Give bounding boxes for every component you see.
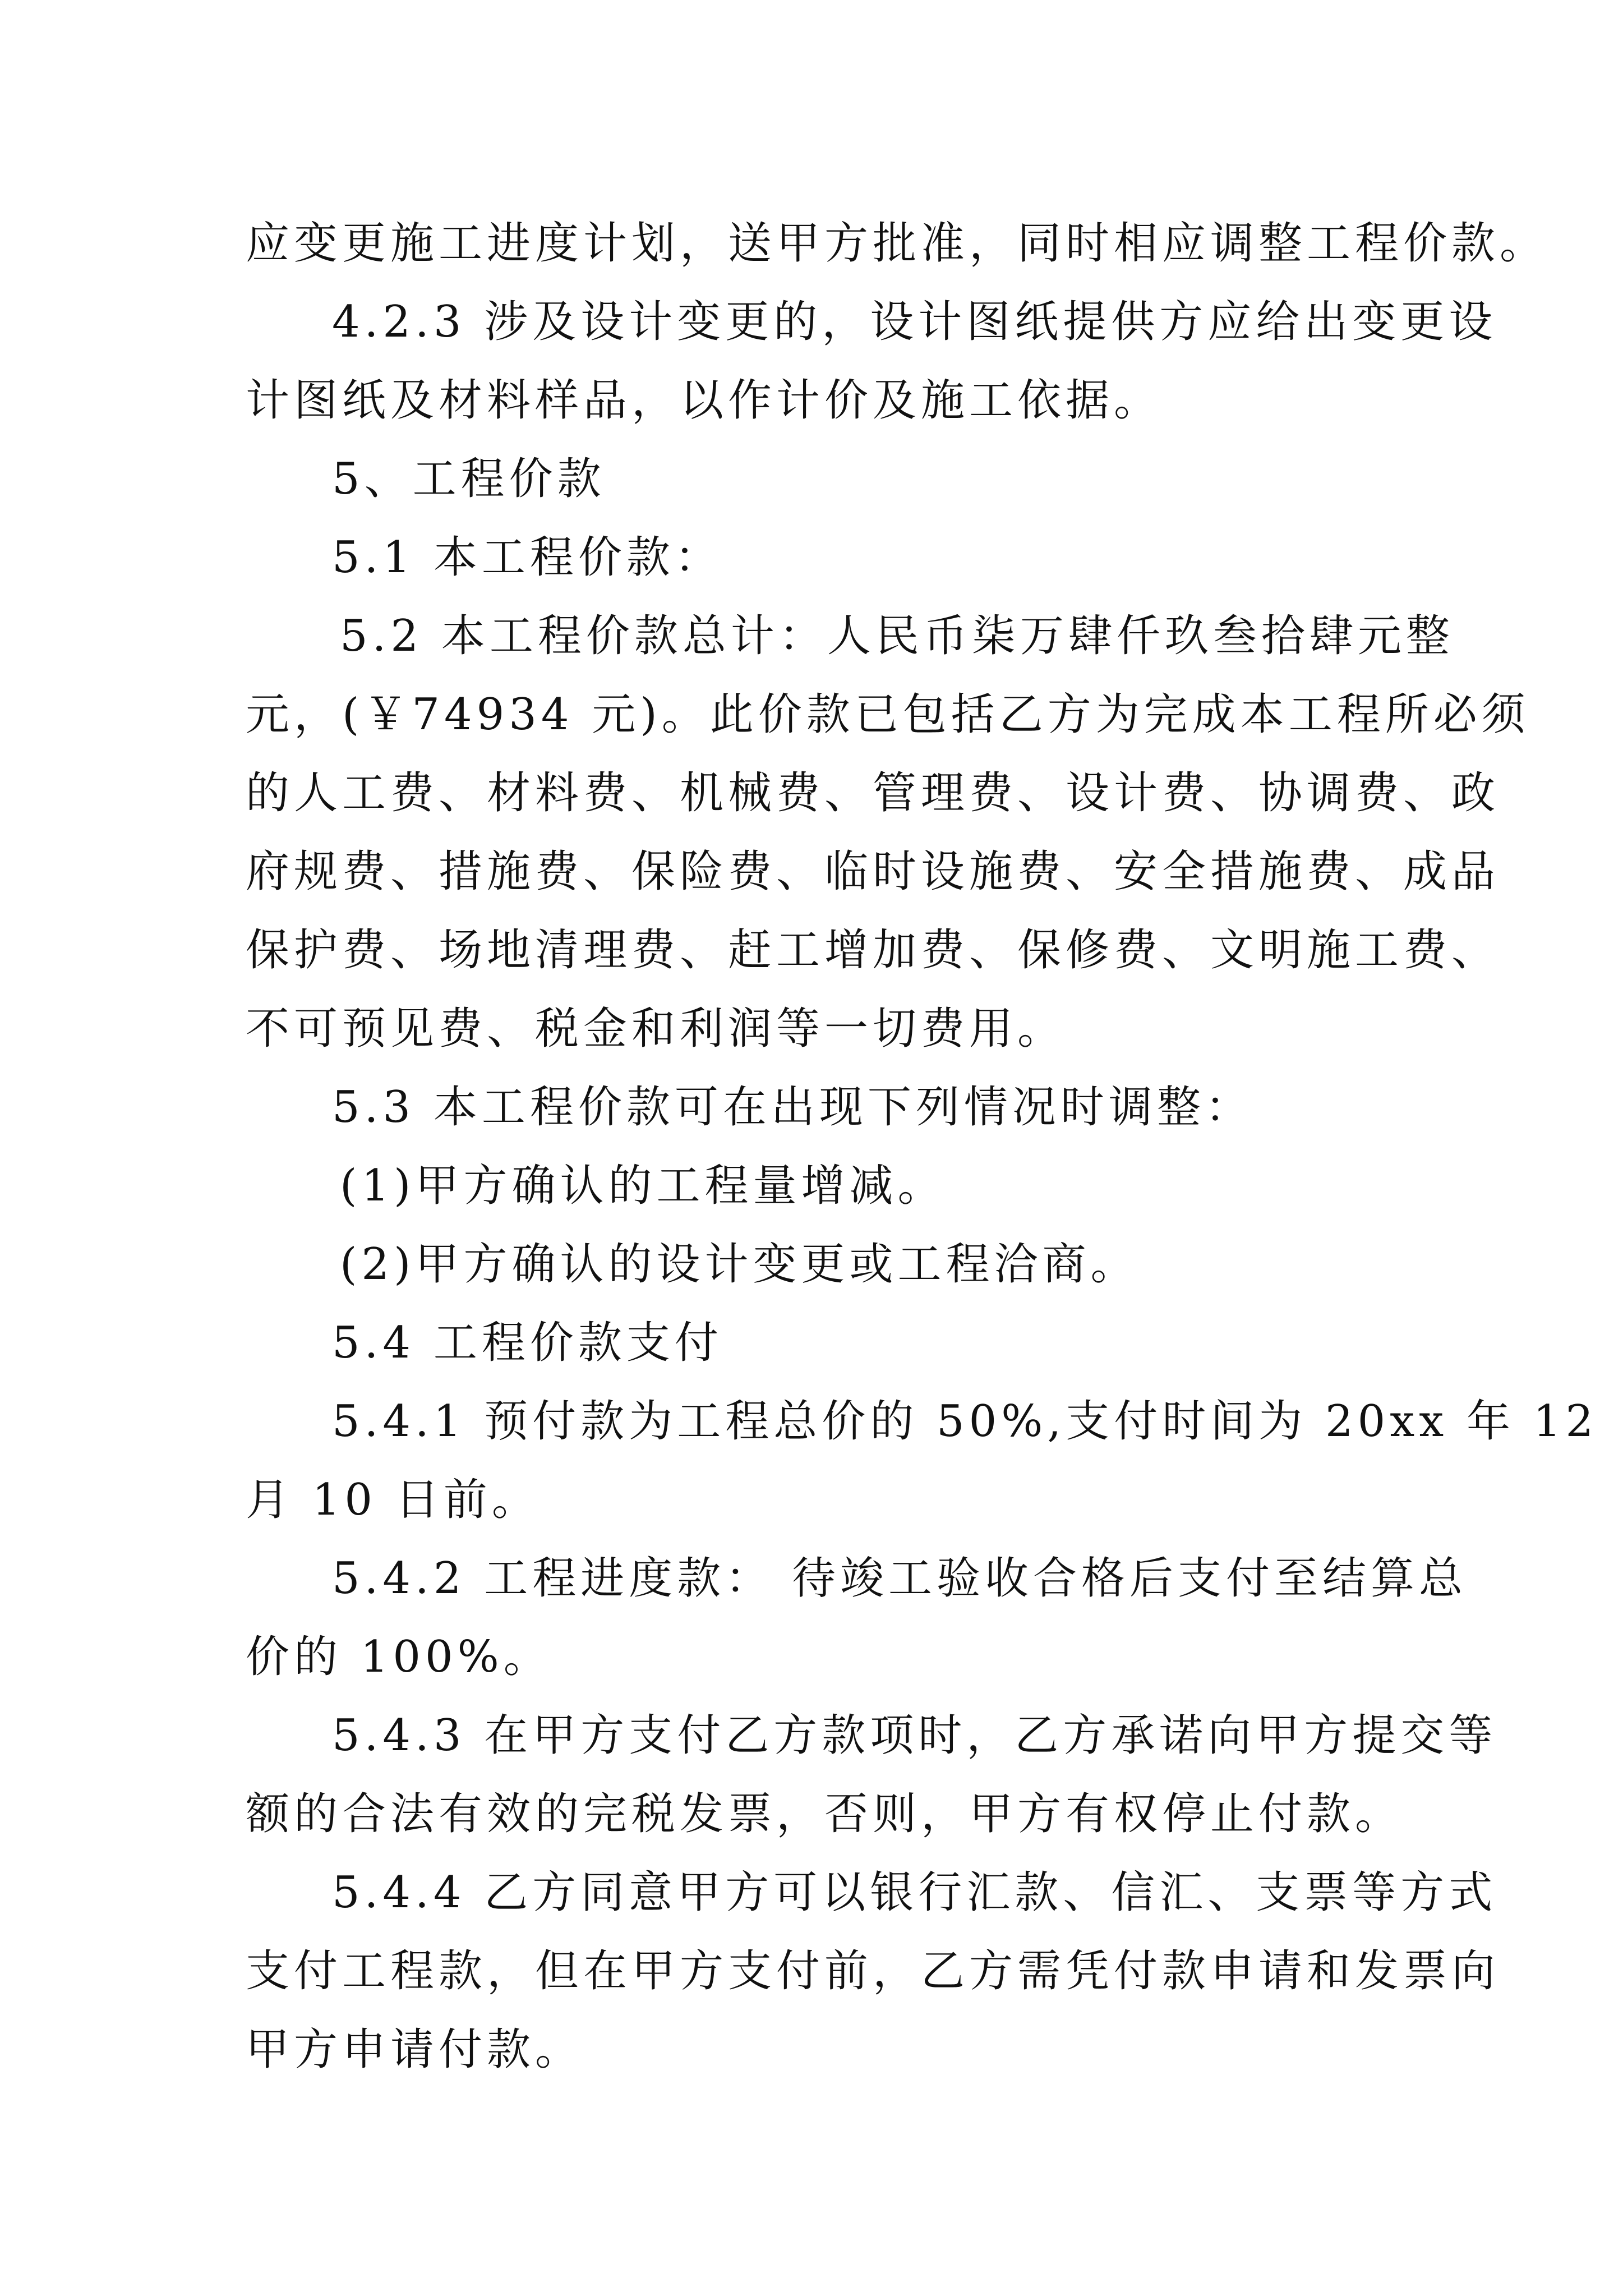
line-5-4-4: 5.4.4 乙方同意甲方可以银行汇款、信汇、支票等方式 (332, 1867, 1497, 1918)
line-10: 保护费、场地清理费、赶工增加费、保修费、文明施工费、 (246, 925, 1500, 976)
line-5-4-3: 5.4.3 在甲方支付乙方款项时，乙方承诺向甲方提交等 (332, 1710, 1497, 1761)
line-24: 甲方申请付款。 (246, 2024, 584, 2075)
line-21: 额的合法有效的完税发票，否则，甲方有权停止付款。 (246, 1789, 1404, 1839)
line-2: 4.2.3 涉及设计变更的，设计图纸提供方应给出变更设 (332, 297, 1497, 347)
line-5-1: 5.1 本工程价款： (332, 532, 723, 583)
line-5-4: 5.4 工程价款支付 (332, 1318, 723, 1368)
line-8: 的人工费、材料费、机械费、管理费、设计费、协调费、政 (246, 768, 1500, 818)
line-19: 价的 100%。 (246, 1632, 552, 1682)
line-17: 月 10 日前。 (246, 1475, 540, 1525)
line-item-1: (1)甲方确认的工程量增减。 (340, 1161, 946, 1211)
line-11: 不可预见费、税金和利润等一切费用。 (246, 1004, 1066, 1054)
line-5-2: 5.2 本工程价款总计：人民币柒万肆仟玖叁拾肆元整 (340, 611, 1454, 661)
section-heading-5: 5、工程价款 (332, 454, 606, 504)
line-item-2: (2)甲方确认的设计变更或工程洽商。 (340, 1239, 1139, 1290)
line-5-4-1: 5.4.1 预付款为工程总价的 50%,支付时间为 20xx 年 12 (332, 1396, 1598, 1447)
line-5-4-2: 5.4.2 工程进度款： 待竣工验收合格后支付至结算总 (332, 1553, 1468, 1604)
line-1: 应变更施工进度计划，送甲方批准，同时相应调整工程价款。 (246, 218, 1548, 269)
line-23: 支付工程款，但在甲方支付前，乙方需凭付款申请和发票向 (246, 1946, 1500, 1996)
line-7: 元，(￥74934 元)。此价款已包括乙方为完成本工程所必须 (246, 689, 1530, 740)
line-3: 计图纸及材料样品，以作计价及施工依据。 (246, 375, 1163, 426)
line-9: 府规费、措施费、保险费、临时设施费、安全措施费、成品 (246, 846, 1500, 897)
line-5-3: 5.3 本工程价款可在出现下列情况时调整： (332, 1082, 1253, 1133)
